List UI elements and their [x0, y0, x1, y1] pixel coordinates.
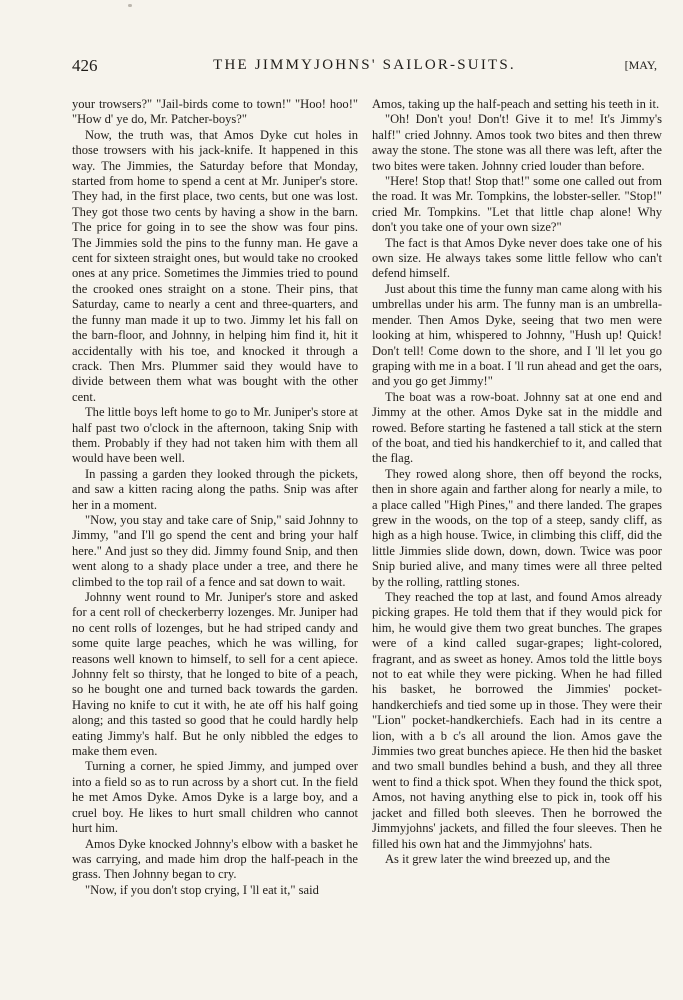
- paragraph: "Now, you stay and take care of Snip," said Johnny to Jimmy, "and I'll go spend the cent and bring your half here." And just so they did. Jimmy found Snip, and then went along to a shady place under a tree, and there he climbed to the top rail of a fence and sat down to wait.: [72, 512, 358, 589]
- paragraph: Just about this time the funny man came along with his umbrellas under his arm. The funny man is an umbrella-mender. Then Amos Dyke, seeing that two men were looking at him, whispered to Johnny, "Hush up! Quick! Don't tell! Come down to the shore, and I 'll let you go graping with me in a boat. I 'll run ahead and get the oars, and you go get Jimmy!": [372, 281, 662, 389]
- paragraph: Turning a corner, he spied Jimmy, and jumped over into a field so as to run across by a short cut. In the field he met Amos Dyke. Amos Dyke is a large boy, and a cruel boy. He likes to hurt small children who cannot hurt him.: [72, 759, 358, 836]
- page-header: [72, 56, 657, 78]
- print-speck: [128, 4, 132, 7]
- page-number: 426: [72, 56, 98, 75]
- running-month: [MAY,: [624, 58, 657, 72]
- paragraph: The fact is that Amos Dyke never does take one of his own size. He always takes some little fellow who can't defend himself.: [372, 235, 662, 281]
- paragraph: The little boys left home to go to Mr. Juniper's store at half past two o'clock in the afternoon, taking Snip with them. Probably if they had not taken him with them all would have been well.: [72, 405, 358, 466]
- paragraph: The boat was a row-boat. Johnny sat at one end and Jimmy at the other. Amos Dyke sat in the middle and rowed. Before starting he fastened a tall stick at the stern of the boat, and tied his handkerchief to it, and called that the flag.: [372, 389, 662, 466]
- left-column: [72, 97, 358, 898]
- paragraph: Now, the truth was, that Amos Dyke cut holes in those trowsers with his jack-knife. It happened in this way. The Jimmies, the Saturday before that Monday, started from home to spend a cent at Mr. Juniper's store. They had, in the first place, two cents, but one was lost. They got those two cents by having a show in the barn. The price for going in to see the show was four pins. The Jimmies sold the pins to the funny man. He gave a cent for sixteen straight ones, but would take no crooked ones at any price. Sometimes the Jimmies tried to pound the crooked ones straight on a stone. Their pins, that Saturday, came to nearly a cent and three-quarters, and the funny man made it up to two. Jimmy let his fall on the barn-floor, and Johnny, in helping him find it, hit it accidentally with his toe, and knocked it through a crack. Then Mrs. Plummer said they would have to divide between them what was bought with the other cent.: [72, 127, 358, 404]
- paragraph: your trowsers?" "Jail-birds come to town!" "Hoo! hoo!" "How d' ye do, Mr. Patcher-boys?": [72, 97, 358, 127]
- paragraph: In passing a garden they looked through the pickets, and saw a kitten racing along the paths. Snip was after her in a moment.: [72, 466, 358, 512]
- paragraph: Amos, taking up the half-peach and setting his teeth in it.: [372, 97, 660, 111]
- paragraph: Amos Dyke knocked Johnny's elbow with a basket he was carrying, and made him drop the half-peach in the grass. Then Johnny began to cry.: [72, 836, 358, 882]
- paragraph: Johnny went round to Mr. Juniper's store and asked for a cent roll of checkerberry lozenges. Mr. Juniper had no cent rolls of lozenges, but he had striped candy and some quite large peaches, which he was willing, for reasons well known to himself, to sell for a cent apiece. Johnny felt so thirsty, that he longed to bite of a peach, so he bought one and turned back towards the garden. Having no knife to cut it with, he ate off his half going along; and this tasted so good that he could hardly help eating Jimmy's half. But he only nibbled the edges to make them even.: [72, 590, 358, 759]
- paragraph: "Now, if you don't stop crying, I 'll eat it," said: [85, 882, 319, 897]
- paragraph: As it grew later the wind breezed up, and the: [385, 851, 611, 866]
- paragraph: They reached the top at last, and found Amos already picking grapes. He told them that if they would pick for him, he would give them two great bunches. The grapes were of a kind called sugar-grapes; light-colored, fragrant, and as sweet as honey. Amos told the little boys not to eat while they were picking. When he had filled his basket, he borrowed the Jimmies' pocket-handkerchiefs and tied some up in those. They were their "Lion" pocket-handkerchiefs. Each had in its centre a lion, with a b c's all around the lion. Amos gave the Jimmies two great bunches apiece. He then hid the basket and two small bundles behind a bush, and they all three went to find a thick spot. When they found the thick spot, Amos, not having anything else to pick in, took off his jacket and filled both sleeves. Then he borrowed the Jimmyjohns' jackets, and filled the four sleeves. Then he filled his own hat and the Jimmyjohns' hats.: [372, 590, 662, 851]
- paragraph: "Here! Stop that! Stop that!" some one called out from the road. It was Mr. Tompkins, the lobster-seller. "Stop!" cried Mr. Tompkins. "Let that little chap alone! Why don't you take one of your own size?": [372, 174, 662, 235]
- running-title: THE JIMMYJOHNS' SAILOR-SUITS.: [213, 57, 516, 73]
- paragraph: "Oh! Don't you! Don't! Give it to me! It's Jimmy's half!" cried Johnny. Amos took two bites and then threw away the stone. The stone was all there was left, after the two bites were taken. Johnny cried louder than before.: [372, 112, 662, 173]
- paragraph: They rowed along shore, then off beyond the rocks, then in shore again and farther along for nearly a mile, to a place called "High Pines," and there landed. The grapes grew in the woods, on the top of a steep, sandy cliff, as high as a high house. Twice, in climbing this cliff, did the little Jimmies slide down, down, down. Twice was poor Snip buried alive, and many times were all three pelted by the rolling, rattling stones.: [372, 466, 662, 589]
- right-column: [372, 97, 662, 867]
